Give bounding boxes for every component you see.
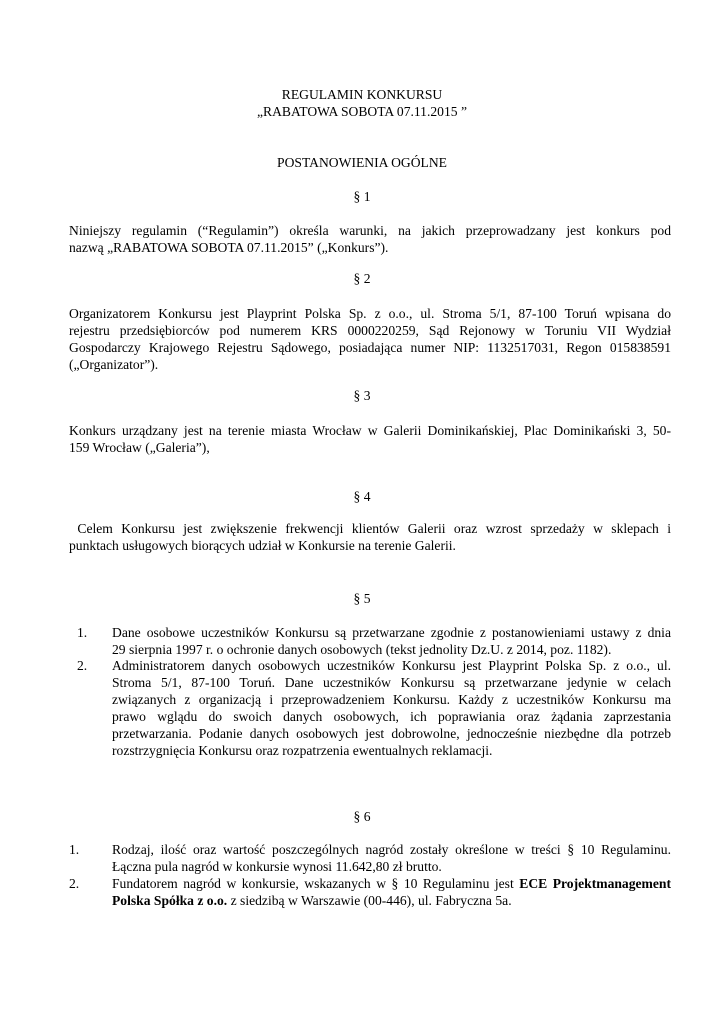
text-line: 29 sierpnia 1997 r. o ochronie danych osobowych (tekst jednolity Dz.U. z 2014, poz. 1182). bbox=[112, 642, 612, 657]
text-line: związanych z organizacją i przeprowadzeniem Konkursu. Każdy z uczestników Konkursu ma bbox=[112, 692, 671, 707]
list-number: 2. bbox=[77, 658, 88, 673]
text-line: Dane osobowe uczestników Konkursu są przetwarzane zgodnie z postanowieniami ustawy z dnia bbox=[112, 625, 671, 640]
paragraph-3 bbox=[69, 422, 671, 456]
paragraph-mark-5: § 5 bbox=[353, 591, 371, 606]
text-line: rejestru przedsiębiorców pod numerem KRS 0000220259, Sąd Rejonowy w Toruniu VII Wydział bbox=[69, 323, 671, 338]
paragraph-2 bbox=[69, 305, 671, 373]
text-line: rozstrzygnięcia Konkursu oraz rozpatrzenia ewentualnych reklamacji. bbox=[112, 743, 493, 758]
text-line: 159 Wrocław („Galeria”), bbox=[69, 440, 210, 455]
section-heading: POSTANOWIENIA OGÓLNE bbox=[277, 155, 447, 170]
paragraph-1 bbox=[69, 222, 671, 256]
text-line: („Organizator”). bbox=[69, 357, 159, 372]
list-number: 2. bbox=[69, 876, 80, 891]
document-subtitle: „RABATOWA SOBOTA 07.11.2015 ” bbox=[257, 104, 467, 119]
paragraph-mark-6: § 6 bbox=[353, 809, 371, 824]
text-run: Fundatorem nagród w konkursie, wskazanych w § 10 Regulaminu jest bbox=[112, 876, 520, 891]
text-line: Niniejszy regulamin (“Regulamin”) określa warunki, na jakich przeprowadzany jest konkurs pod bbox=[69, 223, 671, 238]
text-line: prawo wglądu do swoich danych osobowych, ich poprawiania oraz żądania zaprzestania bbox=[112, 709, 671, 724]
sponsor-name: ECE Projektmanagement bbox=[519, 876, 672, 891]
list-item-text bbox=[112, 624, 671, 658]
text-line: Gospodarczy Krajowego Rejestru Sądowego, posiadająca numer NIP: 1132517031, Regon 015838591 bbox=[69, 340, 671, 355]
text-line: Łączna pula nagród w konkursie wynosi 11.642,80 zł brutto. bbox=[112, 859, 442, 874]
list-number: 1. bbox=[69, 842, 80, 857]
text-line: Organizatorem Konkursu jest Playprint Polska Sp. z o.o., ul. Stroma 5/1, 87-100 Toruń wpisana do bbox=[69, 306, 671, 321]
sponsor-name-cont: Polska Spółka z o.o. bbox=[112, 893, 228, 908]
paragraph-mark-3: § 3 bbox=[353, 388, 371, 403]
text-line: nazwą „RABATOWA SOBOTA 07.11.2015” („Konkurs”). bbox=[69, 240, 389, 255]
text-line: punktach usługowych biorących udział w Konkursie na terenie Galerii. bbox=[69, 538, 456, 553]
text-line: Celem Konkursu jest zwiększenie frekwencji klientów Galerii oraz wzrost sprzedaży w sklepach i bbox=[69, 521, 671, 536]
paragraph-mark-4: § 4 bbox=[353, 489, 371, 504]
list-number: 1. bbox=[77, 625, 88, 640]
list-item-text bbox=[112, 841, 671, 875]
list-item-text bbox=[112, 657, 671, 759]
text-line bbox=[112, 892, 671, 909]
paragraph-4 bbox=[69, 520, 671, 554]
text-line: Administratorem danych osobowych uczestników Konkursu jest Playprint Polska Sp. z o.o., ul. bbox=[112, 658, 671, 673]
text-line: przetwarzania. Podanie danych osobowych jest dobrowolne, jednocześnie niezbędne dla potrzeb bbox=[112, 726, 671, 741]
text-line: Rodzaj, ilość oraz wartość poszczególnych nagród zostały określone w treści § 10 Regulaminu. bbox=[112, 842, 671, 857]
document-title: REGULAMIN KONKURSU bbox=[281, 87, 443, 102]
text-line: Konkurs urządzany jest na terenie miasta Wrocław w Galerii Dominikańskiej, Plac Dominikański 3, 50- bbox=[69, 423, 671, 438]
paragraph-mark-2: § 2 bbox=[353, 271, 371, 286]
text-line: Stroma 5/1, 87-100 Toruń. Dane uczestników Konkursu są przetwarzane jedynie w celach bbox=[112, 675, 671, 690]
paragraph-mark-1: § 1 bbox=[353, 189, 371, 204]
text-line bbox=[112, 875, 671, 892]
text-run: z siedzibą w Warszawie (00-446), ul. Fabryczna 5a. bbox=[227, 893, 512, 908]
list-item-text bbox=[112, 875, 671, 909]
